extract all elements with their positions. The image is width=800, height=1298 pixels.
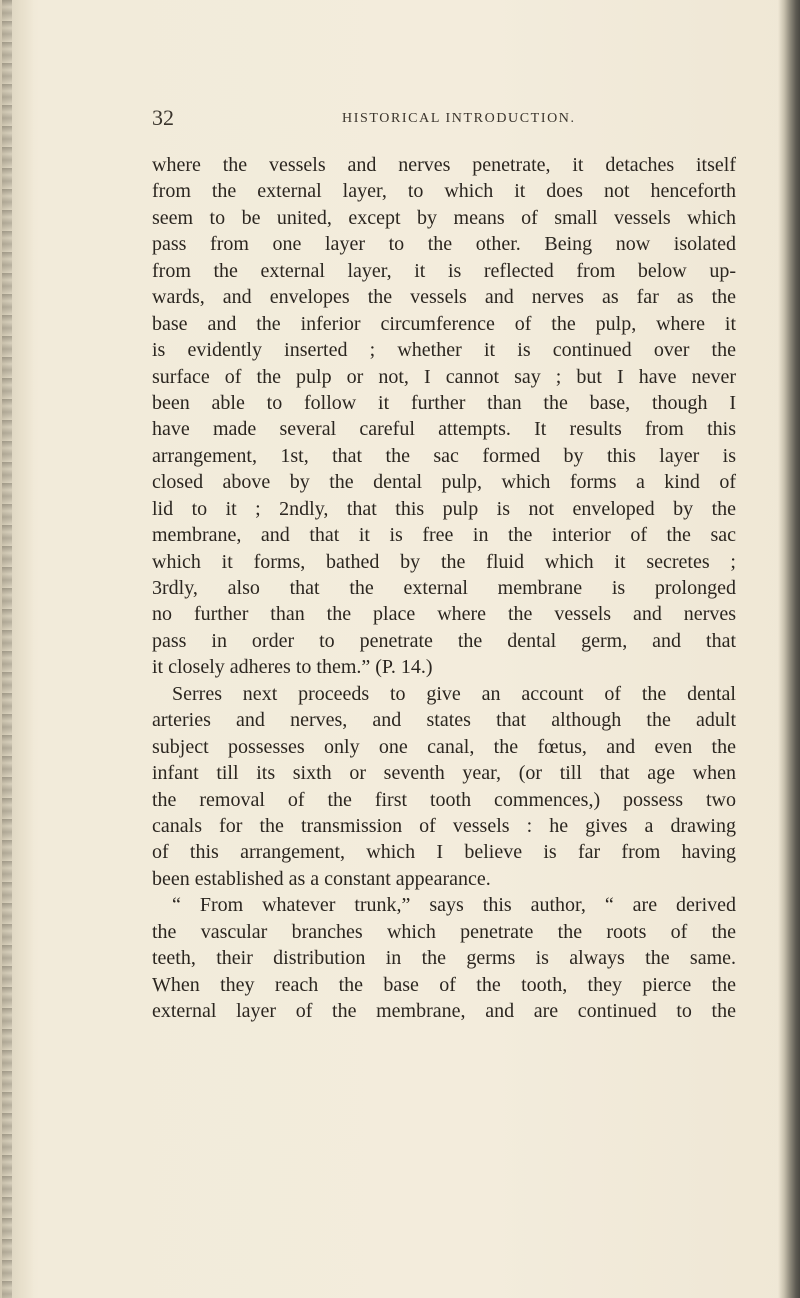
text-line: When they reach the base of the tooth, they pierce the xyxy=(152,973,736,996)
text-line: been established as a constant appearance. xyxy=(152,867,491,890)
text-line: “ From whatever trunk,” says this author, “ are derived xyxy=(172,894,736,917)
text-line: base and the inferior circumference of the pulp, where it xyxy=(152,312,736,335)
body-text xyxy=(152,152,736,1024)
page-number: 32 xyxy=(152,105,174,130)
text-line: arrangement, 1st, that the sac formed by this layer is xyxy=(152,444,736,467)
text-line: pass in order to penetrate the dental germ, and that xyxy=(152,629,736,652)
text-line: from the external layer, to which it does not henceforth xyxy=(152,180,736,203)
text-line: the vascular branches which penetrate the roots of the xyxy=(152,920,736,943)
running-head: HISTORICAL INTRODUCTION. xyxy=(342,111,576,126)
text-line: seem to be united, except by means of small vessels which xyxy=(152,206,736,229)
text-line: teeth, their distribution in the germs is always the same. xyxy=(152,947,736,970)
text-line: lid to it ; 2ndly, that this pulp is not enveloped by the xyxy=(152,497,736,520)
text-line: been able to follow it further than the base, though I xyxy=(152,391,736,414)
text-line: surface of the pulp or not, I cannot say ; but I have never xyxy=(152,365,736,388)
text-line: external layer of the membrane, and are continued to the xyxy=(152,1000,736,1022)
text-line: subject possesses only one canal, the fœtus, and even the xyxy=(152,735,736,758)
text-line: canals for the transmission of vessels : he gives a drawing xyxy=(152,814,736,837)
text-line: which it forms, bathed by the fluid which it secretes ; xyxy=(152,550,736,573)
text-line: have made several careful attempts. It results from this xyxy=(152,418,736,441)
scan-gutter-shadow xyxy=(0,0,34,1298)
text-line: of this arrangement, which I believe is far from having xyxy=(152,841,736,864)
text-line: is evidently inserted ; whether it is continued over the xyxy=(152,339,736,362)
text-line: pass from one layer to the other. Being now isolated xyxy=(152,233,736,256)
text-line: infant till its sixth or seventh year, (or till that age when xyxy=(152,762,736,785)
text-line: closed above by the dental pulp, which forms a kind of xyxy=(152,471,736,494)
page-header xyxy=(152,105,736,135)
text-line: 3rdly, also that the external membrane is prolonged xyxy=(152,577,736,599)
text-line: it closely adheres to them.” (P. 14.) xyxy=(152,656,433,679)
text-line: where the vessels and nerves penetrate, it detaches itself xyxy=(152,154,736,176)
text-line: membrane, and that it is free in the interior of the sac xyxy=(152,524,736,547)
text-line: from the external layer, it is reflected from below up- xyxy=(152,259,736,282)
text-line: arteries and nerves, and states that although the adult xyxy=(152,709,736,732)
text-line: Serres next proceeds to give an account of the dental xyxy=(172,682,736,705)
text-line: no further than the place where the vessels and nerves xyxy=(152,603,736,626)
scan-page-edge xyxy=(778,0,800,1298)
text-line: the removal of the first tooth commences,) possess two xyxy=(152,788,736,811)
text-line: wards, and envelopes the vessels and nerves as far as the xyxy=(152,286,736,309)
